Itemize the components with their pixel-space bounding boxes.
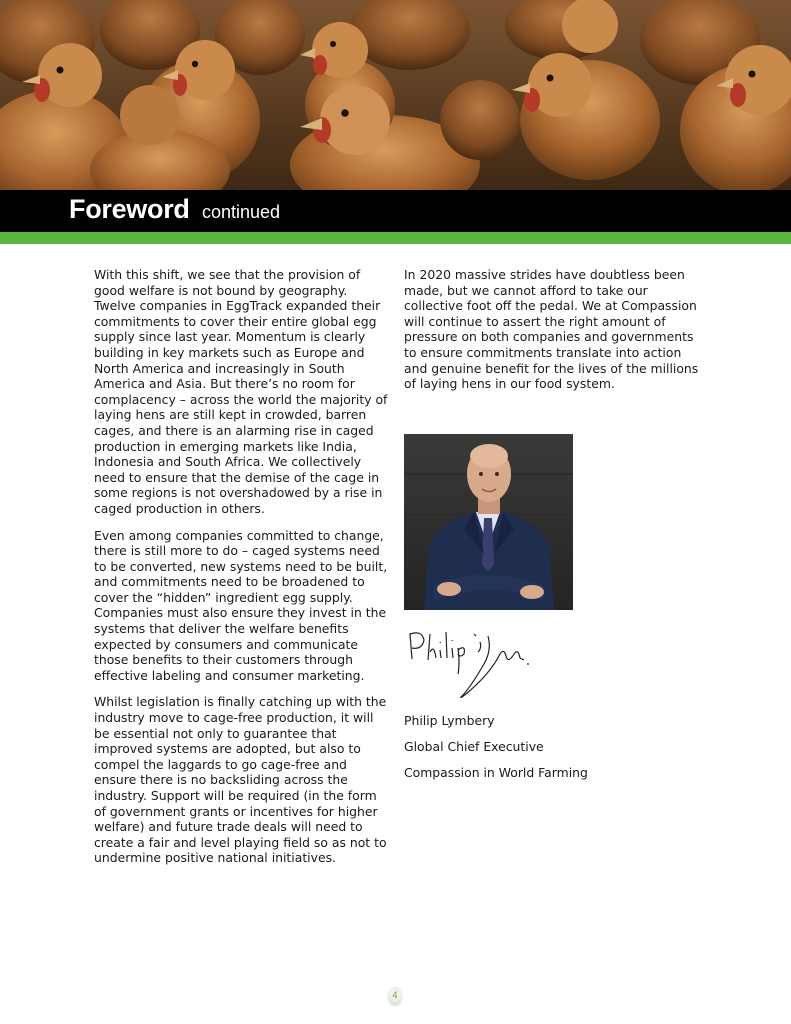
hens-illustration [0,0,791,190]
accent-stripe [0,232,791,244]
page-number-badge [388,987,402,1005]
page-subtitle: continued [202,202,281,222]
right-text-column [404,267,704,403]
signatory-name: Philip Lymbery [404,713,495,728]
hero-photo-hens [0,0,791,190]
paragraph: In 2020 massive strides have doubtless been made, but we cannot afford to take our collective foot off the pedal. We at Compassion will continue to assert the right amount of pressure on both companies and governments to ensure commitments translate into action and genuine benefit for the lives of the millions of laying hens in our food system. [404,267,699,392]
section-title-bar [0,190,791,232]
page-title: Foreword [69,194,190,224]
handwritten-signature [404,624,534,704]
portrait-photo [404,434,573,610]
left-text-column [94,267,391,877]
paragraph: Whilst legislation is finally catching up with the industry move to cage-free production, it will be essential not only to guarantee that improved systems are adopted, but also to compel the laggards to go cage-free and ensure there is no backsliding across the industry. Support will be required (in the form of government grants or incentives for higher welfare) and future trade deals will need to create a fair and level playing field so as not to undermine positive national initiatives. [94,694,387,866]
paragraph: Even among companies committed to change, there is still more to do – caged systems need to be converted, new systems need to be built, and commitments need to be broadened to cover the “hidden” ingredient egg supply. Companies must also ensure they invest in the systems that deliver the welfare benefits expected by consumers and communicate those benefits to their customers through effective labeling and consumer marketing. [94,527,388,683]
page-number: 4 [392,991,398,1001]
portrait-illustration [404,434,573,610]
signature-drawing [404,624,534,704]
signatory-role: Global Chief Executive [404,739,544,754]
signatory-organization: Compassion in World Farming [404,765,588,780]
paragraph: With this shift, we see that the provision of good welfare is not bound by geography. Twelve companies in EggTrack expanded their commitments to cover their entire global egg supply since last year. Momentum is clearly building in key markets such as Europe and North America and increasingly in South America and Asia. But there’s no room for complacency – across the world the majority of laying hens are still kept in crowded, barren cages, and there is an alarming rise in caged production in emerging markets like India, Indonesia and South Africa. We collectively need to ensure that the demise of the cage in some regions is not overshadowed by a rise in caged production in others. [94,267,388,516]
